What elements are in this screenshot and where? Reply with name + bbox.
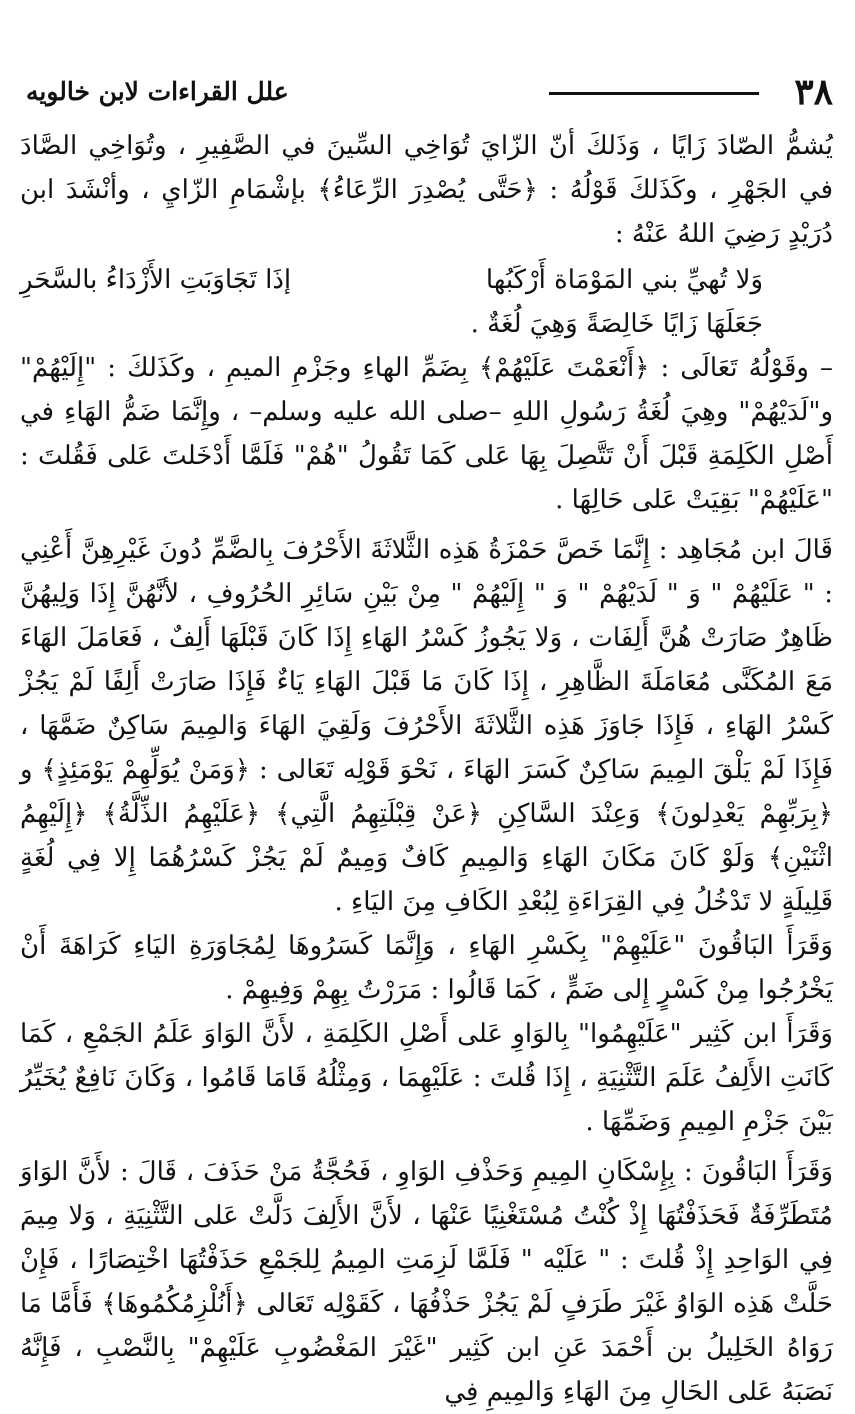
paragraph-intro: يُشمُّ الصّادَ زَايًا ، وَذَلكَ أنّ الزّايَ تُوَاخِي السِّينَ في الصَّفِيرِ ، وتُوَاخِي الصَّادَ في الجَهْرِ ، وكَذَلكَ قَوْلُهُ : ﴿حَتَّى يُصْدِرَ الرِّعَاءُ﴾ بإشْمَامِ الزّايِ ، وأنْشَدَ ابن دُرَيْدٍ رَضِيَ اللهُ عَنْهُ : — [20, 131, 833, 249]
paragraph-ibn-kathir: وَقَرَأَ ابن كَثِير "عَلَيْهِمُوا" بِالوَاوِ عَلى أَصْلِ الكَلِمَةِ ، لأَنَّ الوَاوَ عَلَمُ الجَمْعِ ، كَمَا كَانَتِ الأَلِفُ عَلَمَ التَّثْنِيَةِ ، إِذَا قُلتَ : عَلَيْهِمَا ، وَمِثْلُهُ قَامَا قَامُوا ، وَكَانَ نَافِعٌ يُخَيِّرُ بَيْنَ جَزْمِ المِيمِ وَضَمِّهَا . — [20, 1019, 833, 1137]
paragraph-alayhum: – وقَوْلُهُ تَعَالَى : ﴿أَنْعَمْتَ عَلَيْهُمْ﴾ بِضَمِّ الهاءِ وجَزْمِ الميمِ ، وكَذَلكَ : "إِلَيْهُمْ" و"لَدَيْهُمْ" وهِيَ لُغَةُ رَسُولِ اللهِ –صلى الله عليه وسلم– ، وإِنَّمَا ضَمُّ الهَاءِ في أَصْلِ الكَلِمَةِ قَبْلَ أَنْ تَتَّصِلَ بِهَا عَلى كَمَا تَقُولُ "هُمْ" فَلَمَّا أَدْخَلتَ عَلى فَقُلتَ : "عَلَيْهُمْ" بَقِيَتْ عَلى حَالِهَا . — [20, 353, 833, 515]
paragraph-baqun-kasr: وَقَرَأَ البَاقُونَ "عَلَيْهِمْ" بِكَسْرِ الهَاءِ ، وَإِنَّمَا كَسَرُوهَا لِمُجَاوَرَةِ اليَاءِ كَرَاهَةَ أَنْ يَخْرُجُوا مِنْ كَسْرٍ إِلى ضَمٍّ ، كَمَا قَالُوا : مَرَرْتُ بِهِمْ وَفِيهِمْ . — [20, 931, 833, 1005]
verse-explanation: جَعَلَهَا زَايًا خَالِصَةً وَهِيَ لُغَةٌ . — [470, 309, 763, 339]
poetry-verse — [20, 256, 833, 302]
header-rule — [549, 92, 759, 95]
body-text — [20, 124, 833, 1414]
page-number: ٣٨ — [794, 71, 833, 113]
verse-hemistich-second: إذَا تَجَاوَبَتِ الأَزْدَاءُ بالسَّحَرِ — [20, 265, 292, 295]
verse-hemistich-first: وَلا تُهيِّ بني المَوْمَاة أَرْكَبُها — [485, 265, 763, 295]
book-title: علل القراءات لابن خالويه — [26, 77, 289, 106]
running-header — [18, 70, 837, 114]
paragraph-baqun-iskan: وَقَرَأَ البَاقُونَ : بِإِسْكَانِ المِيمِ وَحَذْفِ الوَاوِ ، فَحُجَّةُ مَنْ حَذَفَ ، قَالَ : لأَنَّ الوَاوَ مُتَطَرِّفَةٌ فَحَذَفْتُهَا إِذْ كُنْتُ مُسْتَغْنِيًا عَنْهَا ، لأَنَّ الأَلِفَ دَلَّتْ عَلى التَّثْنِيَةِ ، وَلا مِيمَ فِي الوَاحِدِ إِذْ قُلتَ : " عَلَيْه " فَلَمَّا لَزِمَتِ المِيمُ لِلجَمْعِ حَذَفْتُهَا اخْتِصَارًا ، فَإِنْ حَلَّتْ هَذِه الوَاوُ غَيْرَ طَرَفٍ لَمْ يَجُزْ حَذْفُهَا ، كَقَوْلِه تَعَالى ﴿أَنُلْزِمُكُمُوهَا﴾ فَأَمَّا مَا رَوَاهُ الخَلِيلُ بن أَحْمَدَ عَنِ ابن كَثِير "غَيْرَ المَغْضُوبِ عَلَيْهِمْ" بِالنَّصْبِ ، فَإِنَّهُ نَصَبَهُ عَلى الحَالِ مِنَ الهَاءِ وَالمِيمِ فِي — [20, 1157, 833, 1407]
paragraph-ibn-mujahid: قَالَ ابن مُجَاهِد : إِنَّمَا خَصَّ حَمْزَةُ هَذِه الثَّلاثَةَ الأَحْرُفَ بِالضَّمِّ دُونَ غَيْرِهِنَّ أَعْنِي : " عَلَيْهُمْ " وَ " لَدَيْهُمْ " وَ " إِلَيْهُمْ " مِنْ بَيْنِ سَائِرِ الحُرُوفِ ، لأنَّهُنَّ إِذَا وَلِيهُنَّ ظَاهِرٌ صَارَتْ هُنَّ أَلِفَات ، وَلا يَجُوزُ كَسْرُ الهَاءِ إِذَا كَانَ قَبْلَهَا أَلِفٌ ، فَعَامَلَ الهَاءَ مَعَ المُكَنَّى مُعَامَلَةَ الظَّاهِرِ ، إِذَا كَانَ مَا قَبْلَ الهَاءِ يَاءٌ فَإِذَا صَارَتْ أَلِفًا لَمْ يَجُزْ كَسْرُ الهَاءِ ، فَإِذَا جَاوَزَ هَذِه الثَّلاثَةَ الأَحْرُفَ وَلَقِيَ الهَاءَ وَالمِيمَ سَاكِنٌ ضَمَّهَا ، فَإِذَا لَمْ يَلْقَ المِيمَ سَاكِنٌ كَسَرَ الهَاءَ ، نَحْوَ قَوْلِه تَعَالى : ﴿وَمَنْ يُوَلِّهِمْ يَوْمَئِذٍ﴾ و ﴿بِرَبِّهِمْ يَعْدِلونَ﴾ وَعِنْدَ السَّاكِنِ ﴿عَنْ قِبْلَتِهِمُ الَّتِي﴾ ﴿عَلَيْهِمُ الذِّلَّةُ﴾ ﴿إِلَيْهِمُ اثْنَيْنِ﴾ وَلَوْ كَانَ مَكَانَ الهَاءِ وَالمِيمِ كَافٌ وَمِيمٌ لَمْ يَجُزْ كَسْرُهُمَا إِلا فِي لُغَةٍ قَلِيلَةٍ لا تَدْخُلُ فِي القِرَاءَةِ لِبُعْدِ الكَافِ مِنَ اليَاءِ . — [20, 535, 833, 917]
